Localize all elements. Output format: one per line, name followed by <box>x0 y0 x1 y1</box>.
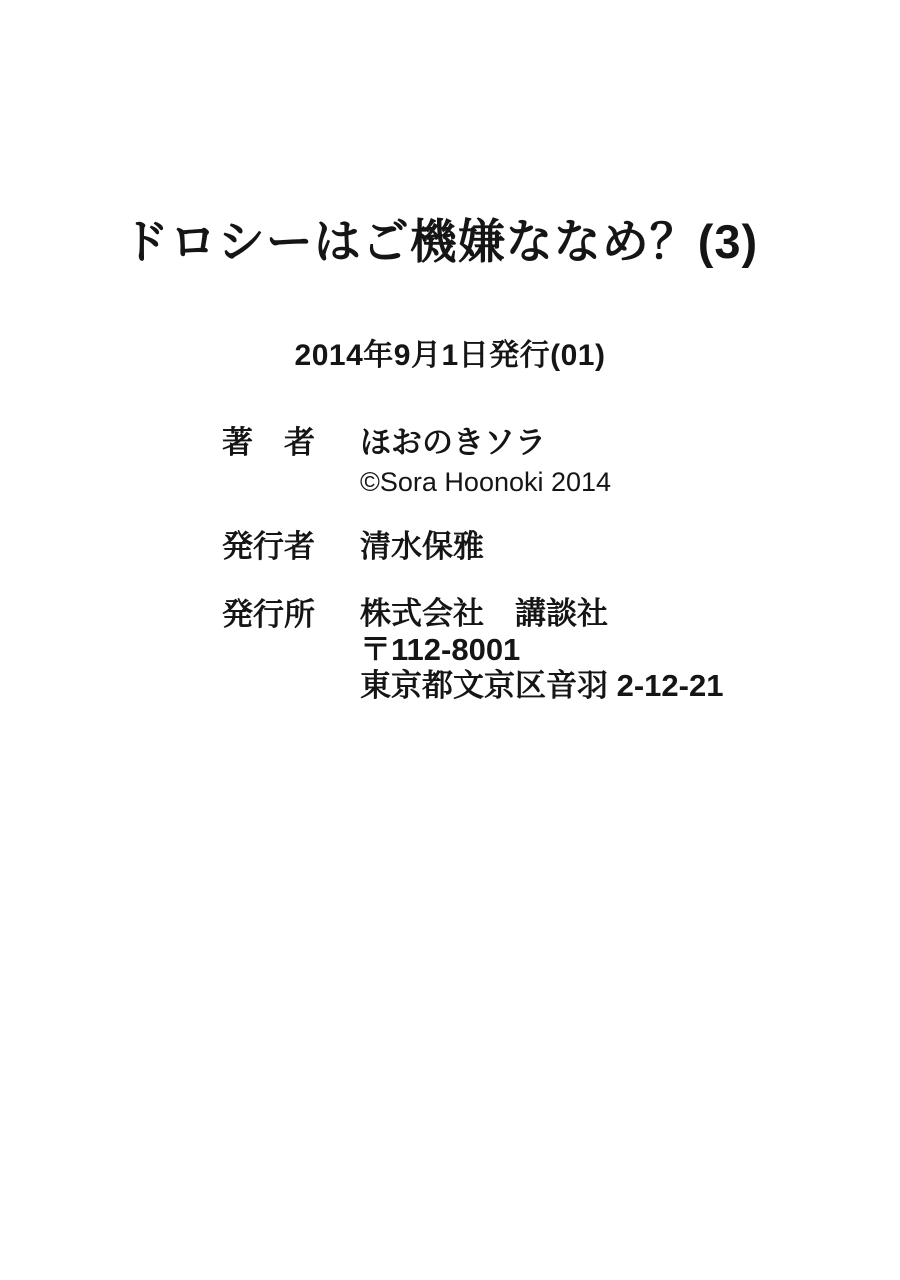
author-label: 著 者 <box>222 425 315 460</box>
book-title: ドロシーはご機嫌ななめ？(3) <box>121 215 759 268</box>
publication-date: 2014年9月1日発行(01) <box>294 339 606 372</box>
publisher-address: 東京都文京区音羽 2-12-21 <box>360 668 724 703</box>
publisher-company-row <box>222 596 782 704</box>
colophon-info <box>222 424 782 704</box>
publisher-postal-code: 〒112-8001 <box>360 632 521 667</box>
publisher-company-label: 発行所 <box>222 597 315 632</box>
publisher-person-value-block <box>360 528 782 566</box>
publisher-person-label: 発行者 <box>222 529 315 564</box>
publisher-company-name: 株式会社 講談社 <box>360 596 608 631</box>
publisher-person-row <box>222 528 782 566</box>
publisher-person-name: 清水保雅 <box>360 529 484 564</box>
copyright-notice: ©Sora Hoonoki 2014 <box>360 467 612 497</box>
publisher-company-value-block <box>360 596 782 704</box>
author-row <box>222 424 782 497</box>
author-value-block <box>360 424 782 497</box>
author-name: ほおのきソラ <box>360 425 546 460</box>
